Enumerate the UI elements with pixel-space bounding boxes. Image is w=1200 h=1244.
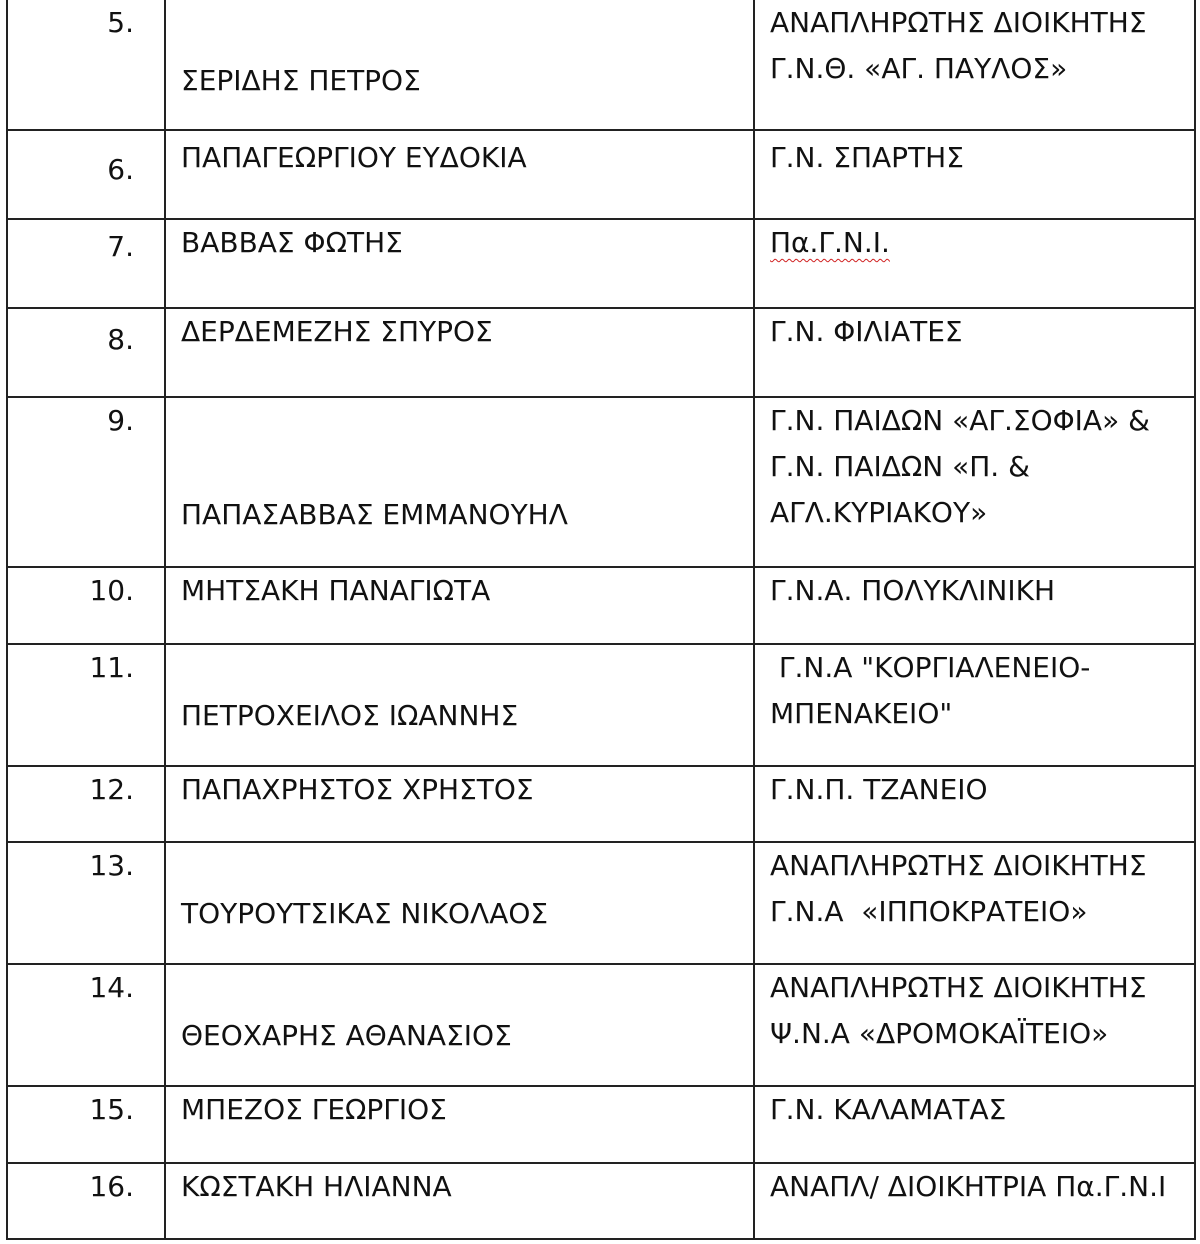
hospital-line: ΑΝΑΠΛ/ ΔΙΟΙΚΗΤΡΙΑ Πα.Γ.Ν.Ι: [770, 1170, 1167, 1203]
table-row: [7, 308, 1195, 397]
appointments-table-body: [7, 0, 1195, 1239]
hospital-line: Γ.Ν.Π. ΤΖΑΝΕΙΟ: [770, 773, 988, 806]
row-number: [7, 308, 165, 397]
hospital-cell: [754, 0, 1195, 130]
table-row: [7, 644, 1195, 766]
person-name: [165, 308, 754, 397]
hospital-line: Γ.Ν. ΠΑΙΔΩΝ «ΑΓ.ΣΟΦΙΑ» &: [770, 404, 1150, 437]
row-number: 14.: [7, 964, 165, 1086]
hospital-cell: [754, 397, 1195, 567]
table-row: [7, 1163, 1195, 1239]
hospital-cell: [754, 644, 1195, 766]
appointments-table: [6, 0, 1196, 1240]
row-number: 5.: [7, 0, 165, 130]
row-number-text: 7.: [107, 230, 134, 263]
person-name: [165, 397, 754, 567]
table-row: [7, 0, 1195, 130]
person-name: [165, 130, 754, 219]
person-name: [165, 842, 754, 964]
row-number-text: 6.: [107, 153, 134, 186]
hospital-cell: [754, 766, 1195, 842]
row-number: 13.: [7, 842, 165, 964]
person-name-text: ΚΩΣΤΑΚΗ ΗΛΙΑΝΝΑ: [181, 1170, 452, 1203]
row-number: 10.: [7, 567, 165, 644]
table-row: [7, 964, 1195, 1086]
hospital-line: Γ.Ν. ΠΑΙΔΩΝ «Π. &: [770, 450, 1030, 483]
row-number-text: 8.: [107, 323, 134, 356]
hospital-cell: [754, 964, 1195, 1086]
person-name-text: ΜΗΤΣΑΚΗ ΠΑΝΑΓΙΩΤΑ: [181, 574, 491, 607]
person-name-text: ΔΕΡΔΕΜΕΖΗΣ ΣΠΥΡΟΣ: [181, 315, 493, 348]
hospital-line: ΑΝΑΠΛΗΡΩΤΗΣ ΔΙΟΙΚΗΤΗΣ: [770, 971, 1147, 1004]
hospital-cell: [754, 130, 1195, 219]
table-row: [7, 766, 1195, 842]
row-number: 15.: [7, 1086, 165, 1163]
row-number: 16.: [7, 1163, 165, 1239]
hospital-line-wrap: [770, 220, 1194, 266]
person-name: [165, 219, 754, 308]
person-name: [165, 567, 754, 644]
person-name-text: ΠΑΠΑΣΑΒΒΑΣ ΕΜΜΑΝΟΥΗΛ: [181, 498, 568, 531]
table-row: [7, 567, 1195, 644]
hospital-line: ΜΠΕΝΑΚΕΙΟ": [770, 697, 953, 730]
hospital-line: Ψ.Ν.Α «ΔΡΟΜΟΚΑΪΤΕΙΟ»: [770, 1017, 1109, 1050]
table-row: [7, 842, 1195, 964]
person-name: [165, 0, 754, 130]
person-name-text: ΤΟΥΡΟΥΤΣΙΚΑΣ ΝΙΚΟΛΑΟΣ: [181, 897, 549, 930]
table-row: [7, 1086, 1195, 1163]
hospital-cell: [754, 1163, 1195, 1239]
table-row: [7, 397, 1195, 567]
person-name: [165, 1086, 754, 1163]
person-name-text: ΠΑΠΑΧΡΗΣΤΟΣ ΧΡΗΣΤΟΣ: [181, 773, 534, 806]
person-name: [165, 1163, 754, 1239]
hospital-line: Γ.Ν. ΚΑΛΑΜΑΤΑΣ: [770, 1093, 1007, 1126]
person-name: [165, 766, 754, 842]
row-number: 11.: [7, 644, 165, 766]
hospital-line: ΑΝΑΠΛΗΡΩΤΗΣ ΔΙΟΙΚΗΤΗΣ: [770, 6, 1147, 39]
row-number: [7, 219, 165, 308]
person-name: [165, 644, 754, 766]
hospital-cell: [754, 1086, 1195, 1163]
row-number: [7, 130, 165, 219]
person-name-text: ΠΑΠΑΓΕΩΡΓΙΟΥ ΕΥΔΟΚΙΑ: [181, 141, 527, 174]
row-number: 12.: [7, 766, 165, 842]
row-number: 9.: [7, 397, 165, 567]
hospital-cell: [754, 567, 1195, 644]
hospital-line: Γ.Ν.Α. ΠΟΛΥΚΛΙΝΙΚΗ: [770, 574, 1056, 607]
table-row: [7, 219, 1195, 308]
person-name-text: ΜΠΕΖΟΣ ΓΕΩΡΓΙΟΣ: [181, 1093, 447, 1126]
hospital-line: Γ.Ν.Α «ΙΠΠΟΚΡΑΤΕΙΟ»: [770, 895, 1088, 928]
hospital-cell: [754, 219, 1195, 308]
hospital-cell: [754, 842, 1195, 964]
person-name-text: ΘΕΟΧΑΡΗΣ ΑΘΑΝΑΣΙΟΣ: [181, 1019, 512, 1052]
person-name-text: ΒΑΒΒΑΣ ΦΩΤΗΣ: [181, 226, 403, 259]
hospital-cell: [754, 308, 1195, 397]
hospital-line: Πα.Γ.Ν.Ι.: [770, 226, 890, 259]
person-name-text: ΠΕΤΡΟΧΕΙΛΟΣ ΙΩΑΝΝΗΣ: [181, 699, 519, 732]
table-row: [7, 130, 1195, 219]
person-name-text: ΣΕΡΙΔΗΣ ΠΕΤΡΟΣ: [181, 64, 421, 97]
hospital-line: Γ.Ν. ΣΠΑΡΤΗΣ: [770, 141, 964, 174]
hospital-line: Γ.Ν. ΦΙΛΙΑΤΕΣ: [770, 315, 963, 348]
hospital-line: Γ.Ν.Θ. «ΑΓ. ΠΑΥΛΟΣ»: [770, 52, 1068, 85]
person-name: [165, 964, 754, 1086]
hospital-line: ΑΝΑΠΛΗΡΩΤΗΣ ΔΙΟΙΚΗΤΗΣ: [770, 849, 1147, 882]
hospital-line: ΑΓΛ.ΚΥΡΙΑΚΟΥ»: [770, 496, 988, 529]
hospital-line: Γ.Ν.Α "ΚΟΡΓΙΑΛΕΝΕΙΟ-: [770, 651, 1091, 684]
